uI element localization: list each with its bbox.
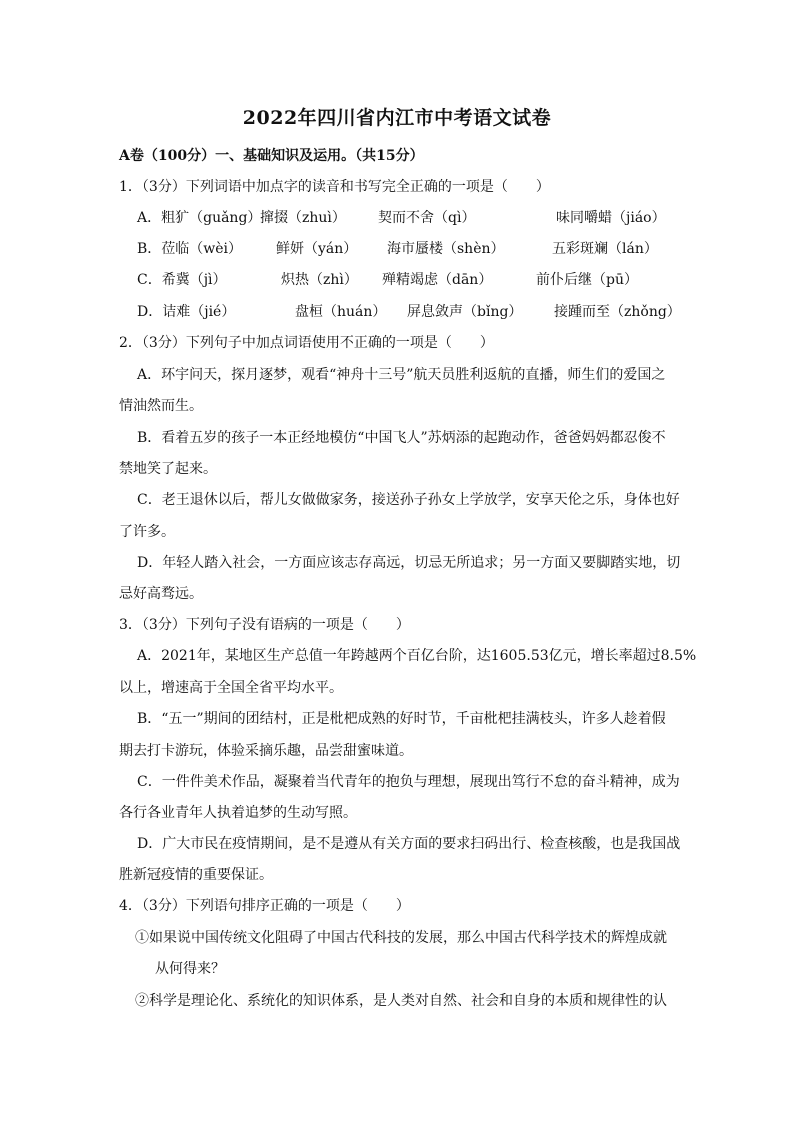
- q1-option-b-word-4: 五彩斑斓（lán）: [552, 241, 658, 257]
- q1-option-a: A．粗犷（guǎng）: [137, 210, 262, 226]
- q2-option-a-cont: 情油然而生。: [119, 398, 203, 414]
- q3-option-b-cont: 期去打卡游玩，体验采摘乐趣，品尝甜蜜味道。: [119, 743, 413, 759]
- q4-sentence-1: ①如果说中国传统文化阻碍了中国古代科技的发展，那么中国古代科学技术的辉煌成就: [135, 930, 667, 946]
- q1-option-b-word-3: 海市蜃楼（shèn）: [387, 241, 505, 257]
- question-2-stem: 2．（3分）下列句子中加点词语使用不正确的一项是（ ）: [119, 335, 494, 351]
- q1-option-c-word-4: 前仆后继（pū）: [536, 272, 638, 288]
- q3-option-a: A．2021年，某地区生产总值一年跨越两个百亿台阶，达1605.53亿元，增长率超过8.5%: [137, 648, 697, 664]
- q3-option-d: D．广大市民在疫情期间，是不是遵从有关方面的要求扫码出行、检查核酸，也是我国战: [137, 836, 681, 852]
- q3-option-a-cont: 以上，增速高于全国全省平均水平。: [119, 680, 343, 696]
- section-heading: A卷（100分）一、基础知识及运用。（共15分）: [119, 148, 424, 164]
- q4-sentence-2: ②科学是理论化、系统化的知识体系，是人类对自然、社会和自身的本质和规律性的认: [135, 993, 667, 1009]
- q3-option-d-cont: 胜新冠疫情的重要保证。: [119, 867, 273, 883]
- page-title: 2022年四川省内江市中考语文试卷: [242, 107, 552, 129]
- question-1-stem: 1．（3分）下列词语中加点字的读音和书写完全正确的一项是（ ）: [119, 179, 550, 195]
- q2-option-b: B．看着五岁的孩子一本正经地模仿“中国飞人”苏炳添的起跑动作，爸爸妈妈都忍俊不: [137, 430, 666, 446]
- q2-option-d-cont: 忌好高骛远。: [119, 586, 203, 602]
- q1-option-a-word-3: 契而不舍（qì）: [378, 210, 476, 226]
- q2-option-a: A．环宇问天，探月逐梦，观看“神舟十三号”航天员胜利返航的直播，师生们的爱国之: [137, 367, 666, 383]
- q1-option-b-word-2: 鲜妍（yán）: [276, 241, 358, 257]
- q2-option-c-cont: 了许多。: [119, 524, 175, 540]
- q2-option-d: D．年轻人踏入社会，一方面应该志存高远，切忌无所追求；另一方面又要脚踏实地，切: [137, 555, 681, 571]
- q1-option-d-word-4: 接踵而至（zhǒng）: [554, 304, 681, 320]
- q1-option-c-word-3: 殚精竭虑（dān）: [382, 272, 493, 288]
- q1-option-d: D．诘难（jié）: [137, 304, 236, 320]
- question-3-stem: 3．（3分）下列句子没有语病的一项是（ ）: [119, 617, 410, 633]
- q1-option-a-word-4: 味同嚼蜡（jiáo）: [556, 210, 666, 226]
- q4-sentence-1-cont: 从何得来？: [155, 961, 225, 977]
- q1-option-d-word-3: 屏息敛声（bǐng）: [407, 304, 523, 320]
- q3-option-c-cont: 各行各业青年人执着追梦的生动写照。: [119, 805, 357, 821]
- q1-option-c: C．希冀（jì）: [137, 272, 227, 288]
- q1-option-d-word-2: 盘桓（huán）: [295, 304, 387, 320]
- q3-option-b: B．“五一”期间的团结村，正是枇杷成熟的好时节，千亩枇杷挂满枝头，许多人趁着假: [137, 711, 666, 727]
- q1-option-b: B．莅临（wèi）: [137, 241, 243, 257]
- question-4-stem: 4．（3分）下列语句排序正确的一项是（ ）: [119, 898, 410, 914]
- q1-option-c-word-2: 炽热（zhì）: [281, 272, 358, 288]
- q2-option-b-cont: 禁地笑了起来。: [119, 461, 217, 477]
- q2-option-c: C．老王退休以后，帮儿女做做家务，接送孙子孙女上学放学，安享天伦之乐，身体也好: [137, 492, 680, 508]
- q1-option-a-word-2: 撺掇（zhuì）: [260, 210, 346, 226]
- q3-option-c: C．一件件美术作品，凝聚着当代青年的抱负与理想，展现出笃行不怠的奋斗精神，成为: [137, 774, 680, 790]
